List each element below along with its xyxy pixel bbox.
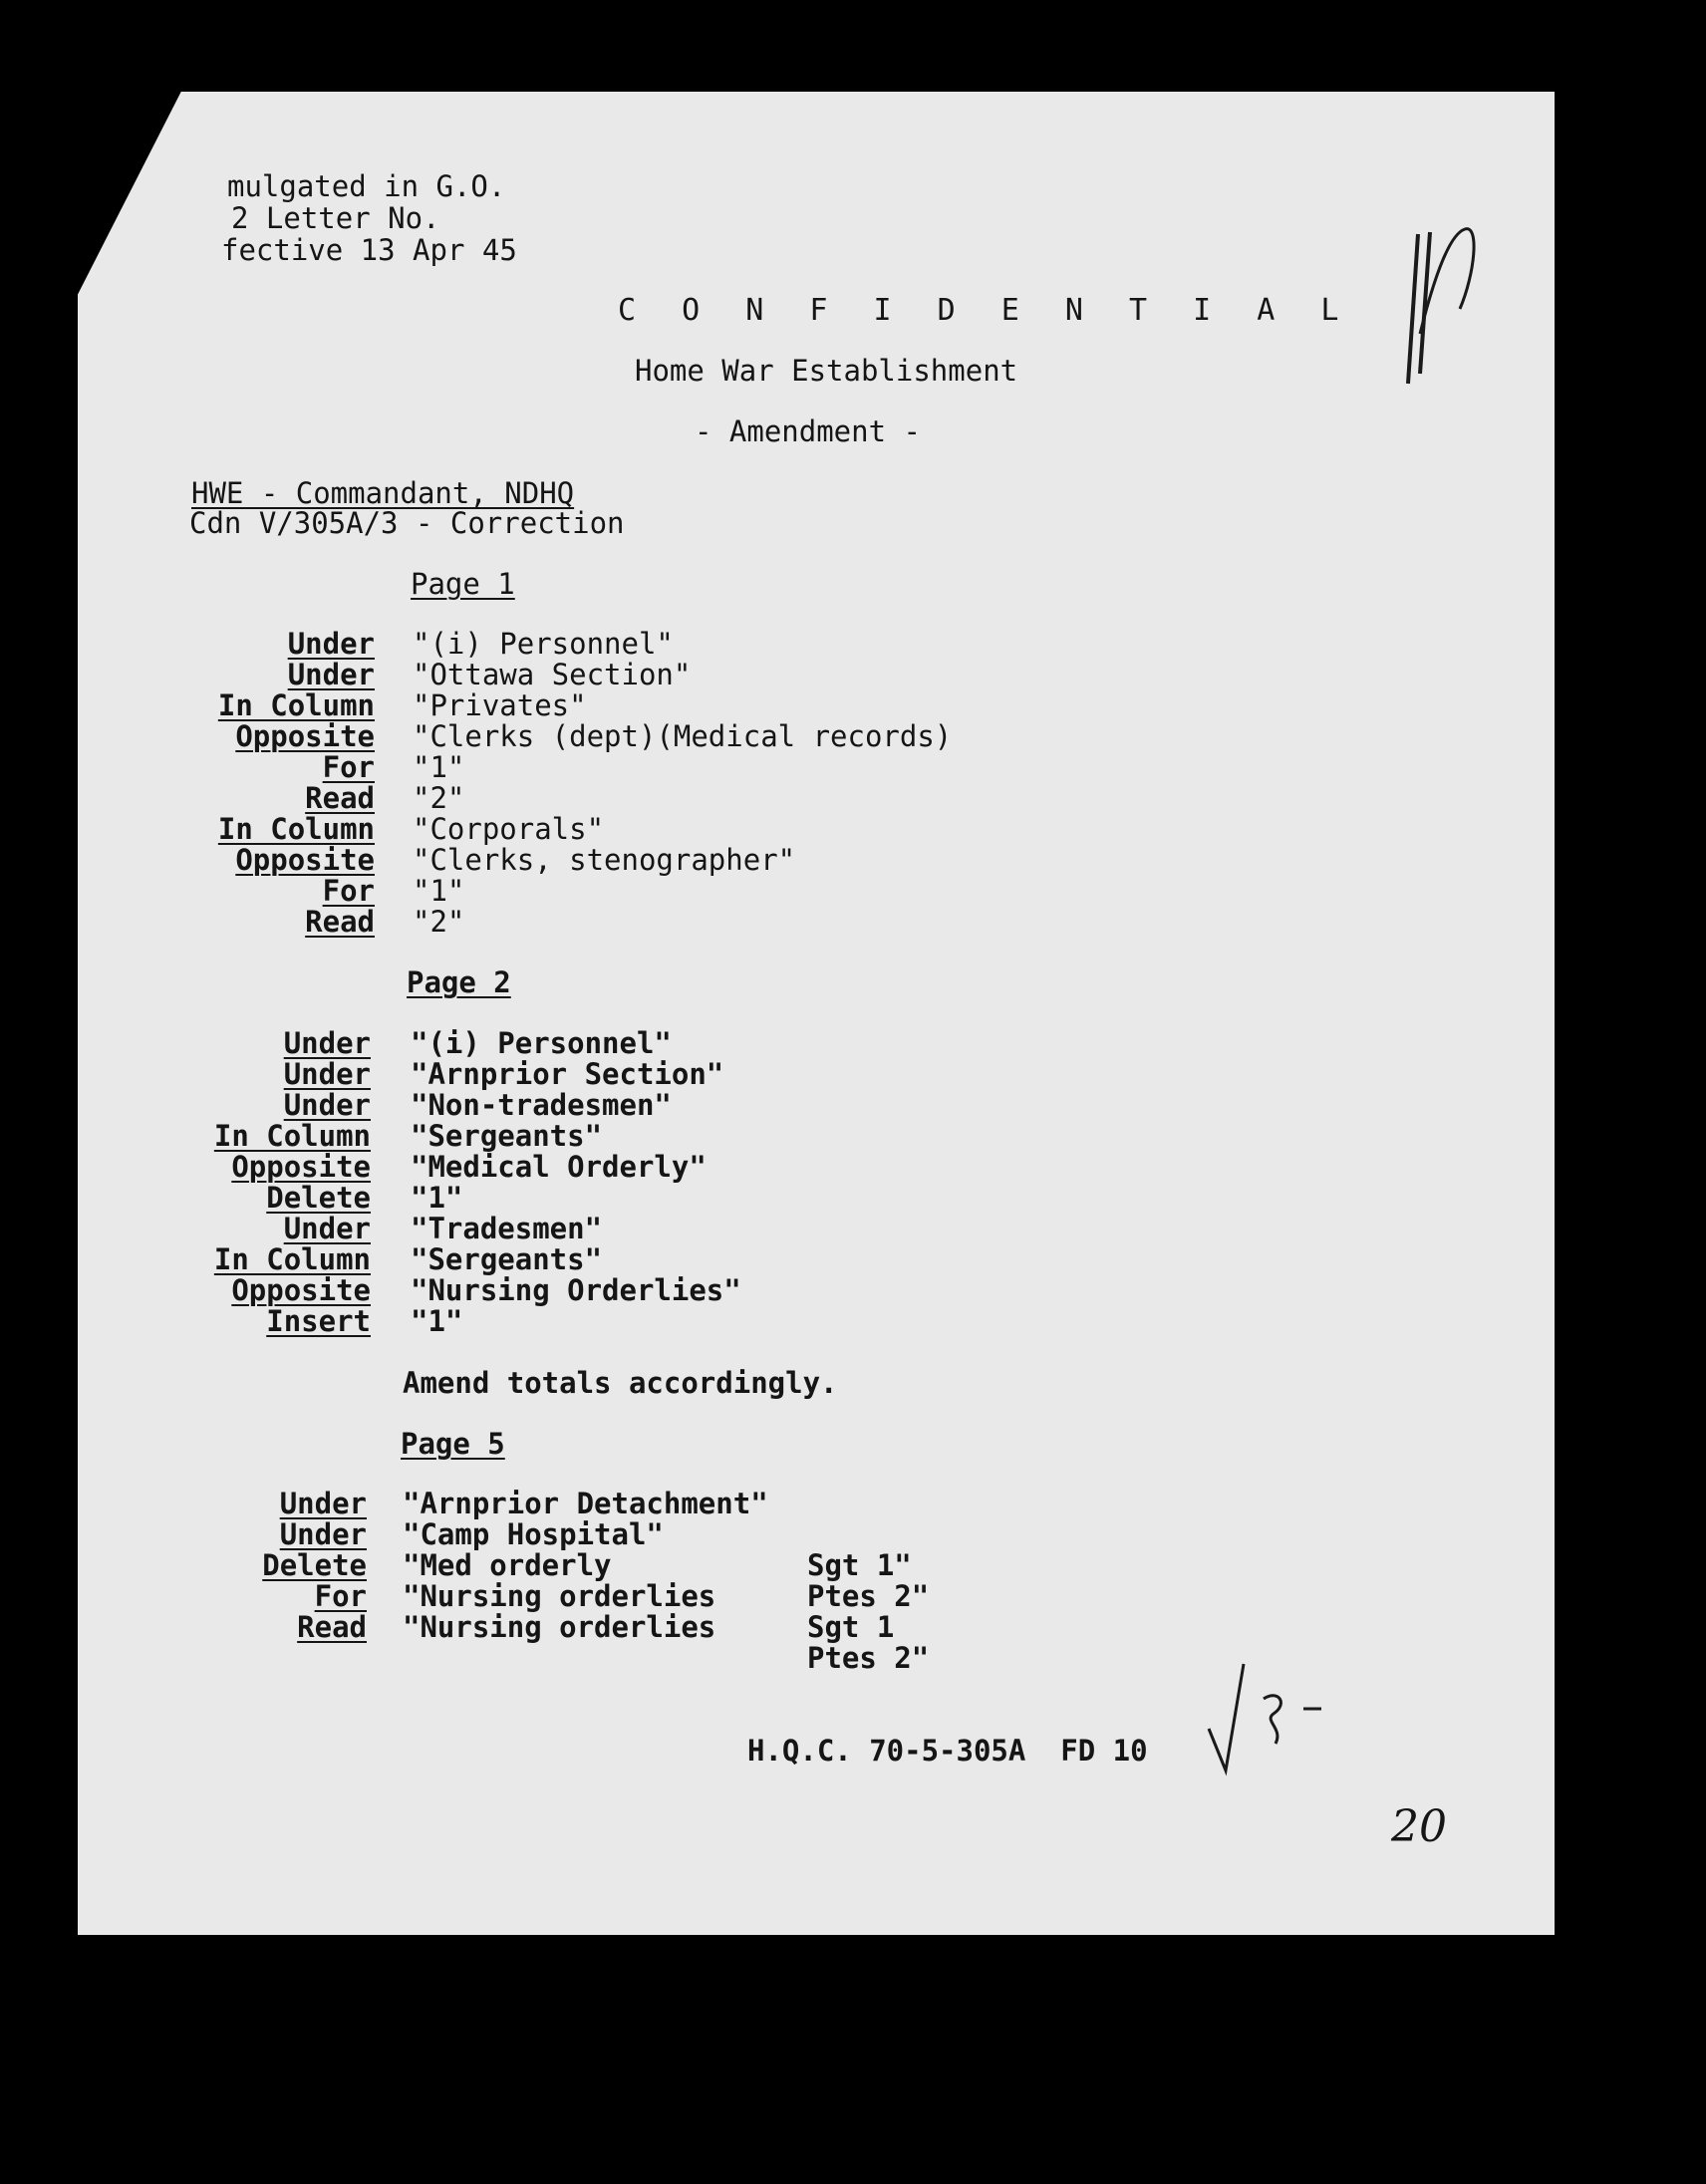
amendment-value: "Sergeants"	[411, 1119, 603, 1153]
amendment-value: "(i) Personnel"	[413, 627, 674, 661]
amendment-label: Opposite	[231, 1273, 371, 1307]
amendment-label: In Column	[217, 688, 375, 722]
page1-heading: Page 1	[411, 567, 515, 601]
amendment-value: "Ottawa Section"	[413, 658, 692, 691]
classification-heading: C O N F I D E N T I A L	[618, 293, 1353, 328]
amendment-label: In Column	[213, 1119, 371, 1153]
amendment-label: For	[322, 750, 375, 784]
footer-file-reference: H.Q.C. 70-5-305A FD 10	[747, 1734, 1148, 1768]
handwritten-initials-mark	[1390, 214, 1500, 394]
amendment-value: "1"	[411, 1181, 463, 1215]
amendment-quantity: Ptes 2"	[807, 1579, 930, 1613]
page5-heading: Page 5	[401, 1427, 505, 1461]
amendment-label: Opposite	[235, 843, 375, 877]
amendment-label: In Column	[217, 812, 375, 846]
amendment-label: Under	[287, 658, 375, 691]
amendment-value: "Clerks, stenographer"	[413, 843, 796, 877]
amendment-label: Read	[297, 1610, 367, 1644]
amendment-label: Insert	[266, 1304, 371, 1338]
amendment-label: For	[314, 1579, 367, 1613]
amendment-label: Under	[279, 1487, 367, 1520]
amendment-value: "2"	[413, 905, 465, 939]
amendment-value: "Privates"	[413, 688, 587, 722]
amendment-label: Opposite	[235, 719, 375, 753]
amendment-value: "Medical Orderly"	[411, 1150, 707, 1184]
reference-line-1: HWE - Commandant, NDHQ	[191, 476, 575, 510]
page2-note: Amend totals accordingly.	[403, 1366, 838, 1400]
amendment-value: "Nursing orderlies	[403, 1610, 716, 1644]
amendment-value: "(i) Personnel"	[411, 1026, 672, 1060]
amendment-label: Under	[283, 1057, 371, 1091]
amendment-value: "Camp Hospital"	[403, 1517, 664, 1551]
amendment-label: In Column	[213, 1242, 371, 1276]
amendment-label: Under	[279, 1517, 367, 1551]
amendment-value: "Sergeants"	[411, 1242, 603, 1276]
amendment-label: Delete	[266, 1181, 371, 1215]
amendment-label: Under	[283, 1026, 371, 1060]
amendment-quantity: Sgt 1	[807, 1610, 895, 1644]
amendment-value: "Med orderly	[403, 1548, 612, 1582]
amendment-value: "Tradesmen"	[411, 1212, 603, 1245]
amendment-value: "1"	[413, 750, 465, 784]
amendment-quantity: Ptes 2"	[807, 1641, 930, 1675]
amendment-label: Under	[287, 627, 375, 661]
amendment-label: Under	[283, 1212, 371, 1245]
amendment-value: "1"	[413, 874, 465, 908]
amendment-label: Read	[305, 781, 375, 815]
stamp-line-2: 2 Letter No.	[231, 201, 440, 235]
amendment-value: "Arnprior Section"	[411, 1057, 724, 1091]
reference-line-2: Cdn V/305A/3 - Correction	[189, 506, 625, 540]
stamp-line-3: fective 13 Apr 45	[221, 233, 517, 267]
amendment-value: "Clerks (dept)(Medical records)	[413, 719, 953, 753]
amendment-label: For	[322, 874, 375, 908]
amendment-quantity: Sgt 1"	[807, 1548, 912, 1582]
amendment-label: Opposite	[231, 1150, 371, 1184]
amendment-value: "Nursing orderlies	[403, 1579, 716, 1613]
amendment-value: "2"	[413, 781, 465, 815]
amendment-label: Delete	[262, 1548, 367, 1582]
amendment-value: "Corporals"	[413, 812, 605, 846]
page2-heading: Page 2	[407, 965, 511, 999]
amendment-value: "1"	[411, 1304, 463, 1338]
amendment-label: Under	[283, 1088, 371, 1122]
handwritten-folio-number: 20	[1391, 1801, 1447, 1852]
amendment-label: Read	[305, 905, 375, 939]
amendment-value: "Arnprior Detachment"	[403, 1487, 768, 1520]
handwritten-signature-mark	[1204, 1659, 1323, 1778]
stamp-line-1: mulgated in G.O.	[227, 169, 506, 203]
amendment-value: "Nursing Orderlies"	[411, 1273, 741, 1307]
amendment-value: "Non-tradesmen"	[411, 1088, 672, 1122]
document-subtitle: - Amendment -	[695, 414, 921, 448]
document-title: Home War Establishment	[635, 354, 1018, 388]
